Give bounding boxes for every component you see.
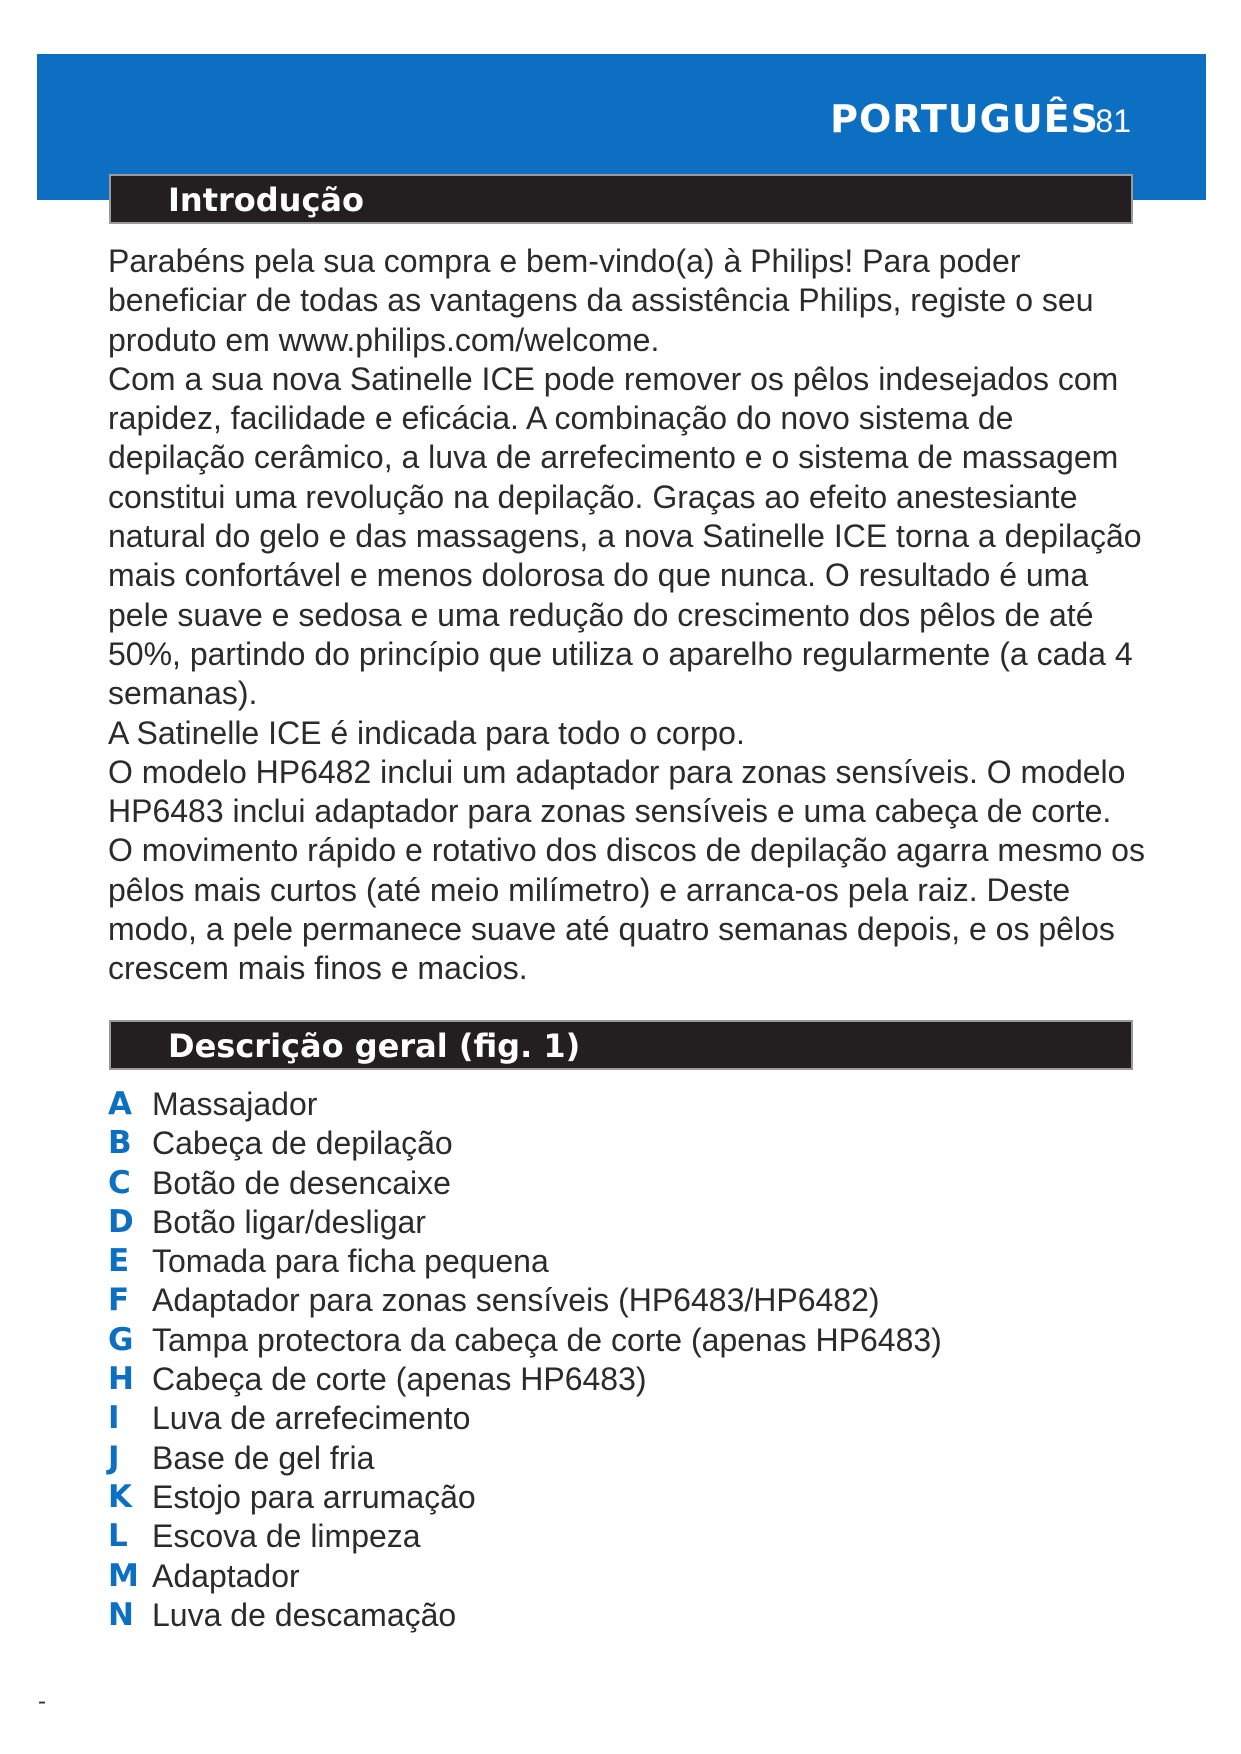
part-label: Cabeça de corte (apenas HP6483) [152,1361,647,1398]
parts-list [108,1085,1008,1635]
part-label: Tomada para ficha pequena [152,1243,549,1280]
part-label: Escova de limpeza [152,1518,421,1555]
footer-mark: - [38,1688,46,1715]
part-letter: G [108,1321,134,1358]
part-letter: A [108,1086,132,1122]
language-title: PORTUGUÊS [830,97,1099,141]
part-letter: E [108,1243,130,1280]
part-item [108,1360,1008,1399]
part-item [108,1281,1008,1320]
part-label: Base de gel fria [152,1439,375,1476]
part-letter: C [108,1164,131,1201]
part-item [108,1596,1008,1635]
page-number: 81 [1095,103,1131,139]
part-label: Luva de arrefecimento [152,1400,471,1437]
intro-paragraph: O modelo HP6482 inclui um adaptador para zonas sensíveis. O modelo HP6483 inclui adaptador para zonas sensíveis e uma cabeça de corte. [108,753,1126,830]
introduction-body [108,242,1148,989]
part-item [108,1478,1008,1517]
part-letter: H [108,1361,134,1398]
part-letter: M [108,1557,139,1594]
part-label: Massajador [152,1086,318,1122]
part-letter: N [108,1596,134,1633]
intro-paragraph: Com a sua nova Satinelle ICE pode remover os pêlos indesejados com rapidez, facilidade e eficácia. A combinação do novo sistema de depilação cerâmico, a luva de arrefecimento e o sistema de massagem constitui uma revolução na depilação. Graças ao efeito anestesiante natural do gelo e das massagens, a nova Satinelle ICE torna a depilação mais confortável e menos dolorosa do que nunca. O resultado é uma pele suave e sedosa e uma redução do crescimento dos pêlos de até 50%, partindo do princípio que utiliza o aparelho regularmente (a cada 4 semanas). [108,360,1142,712]
part-item [108,1439,1008,1478]
part-letter: I [108,1400,120,1437]
part-letter: B [108,1125,132,1162]
intro-paragraph: A Satinelle ICE é indicada para todo o corpo. [108,714,745,751]
part-item [108,1321,1008,1360]
intro-paragraph: O movimento rápido e rotativo dos discos de depilação agarra mesmo os pêlos mais curtos (até meio milímetro) e arranca-os pela raiz. Deste modo, a pele permanece suave até quatro semanas depois, e os pêlos crescem mais finos e macios. [108,832,1145,987]
part-label: Tampa protectora da cabeça de corte (apenas HP6483) [152,1321,942,1358]
part-item [108,1242,1008,1281]
intro-paragraph: Parabéns pela sua compra e bem-vindo(a) à Philips! Para poder beneficiar de todas as vantagens da assistência Philips, registe o seu produto em www.philips.com/welcome. [108,243,1094,358]
part-item [108,1517,1008,1556]
part-label: Cabeça de depilação [152,1125,453,1162]
section-title-overview: Descrição geral (fig. 1) [168,1027,581,1065]
part-letter: J [108,1439,120,1476]
section-bar-introduction [109,174,1133,224]
part-label: Botão de desencaixe [152,1164,451,1201]
section-title-introduction: Introdução [168,181,364,219]
part-item [108,1085,1008,1124]
part-label: Estojo para arrumação [152,1478,476,1515]
part-item [108,1557,1008,1596]
part-letter: K [108,1478,133,1515]
section-bar-overview [109,1020,1133,1070]
part-item [108,1399,1008,1438]
part-item [108,1203,1008,1242]
part-letter: L [108,1518,128,1555]
part-item [108,1164,1008,1203]
part-item [108,1124,1008,1163]
part-label: Botão ligar/desligar [152,1203,426,1240]
part-label: Luva de descamação [152,1596,457,1633]
part-letter: D [108,1203,134,1240]
part-letter: F [108,1282,130,1319]
part-label: Adaptador [152,1557,300,1594]
part-label: Adaptador para zonas sensíveis (HP6483/HP6482) [152,1282,880,1319]
